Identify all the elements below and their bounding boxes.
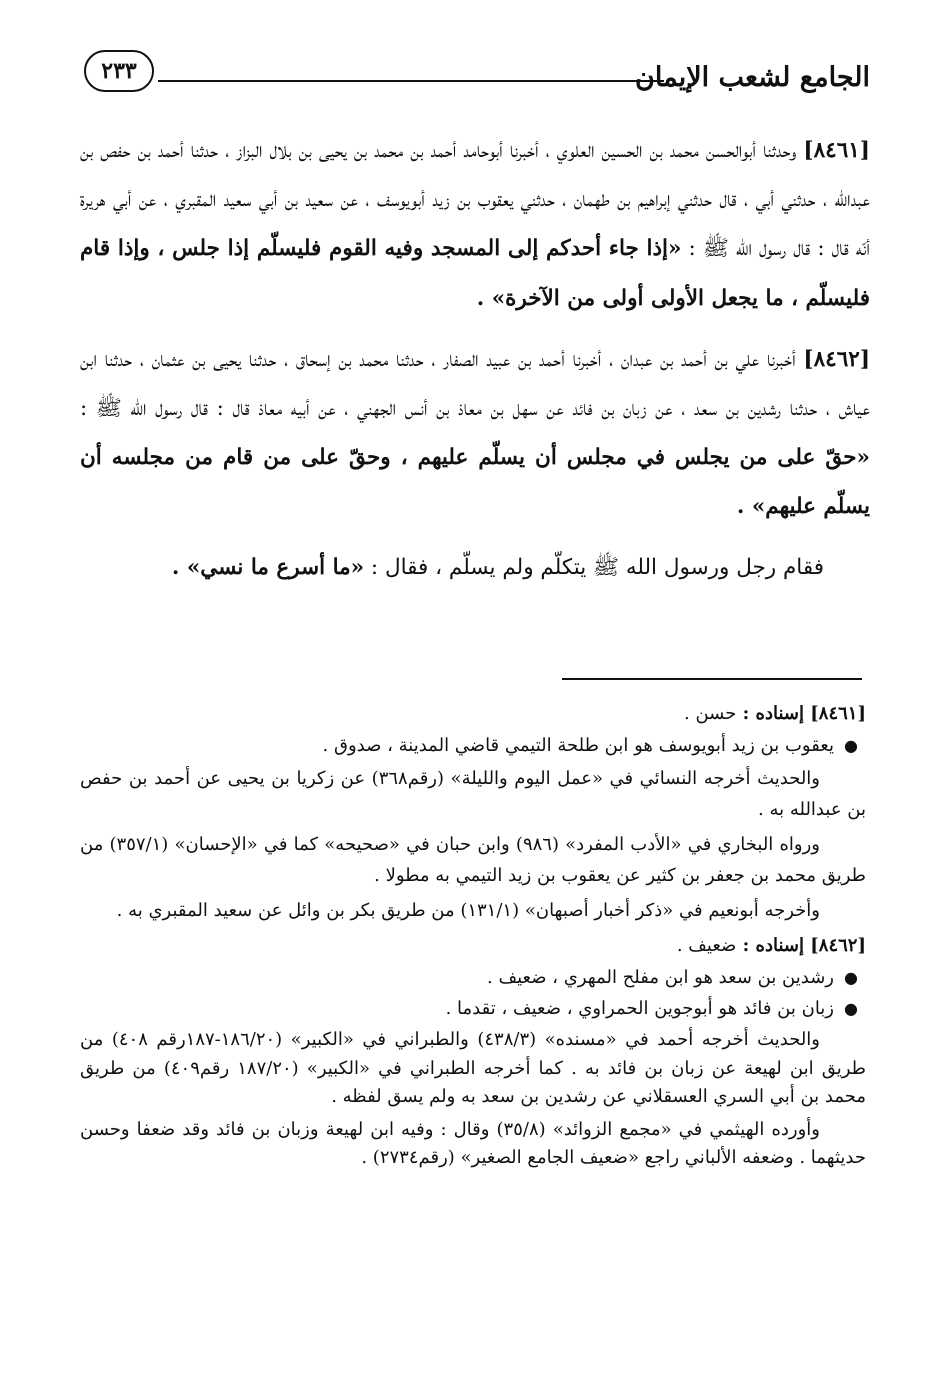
- footnote-label: إسناده :: [742, 703, 804, 724]
- hadith-matn: «إذا جاء أحدكم إلى المسجد وفيه القوم فليسلّم إذا جلس ، وإذا قام فليسلّم ، ما يجعل الأولى أولى من الآخرة» .: [80, 236, 870, 311]
- hadith-number: [٨٤٦٢]: [803, 346, 870, 372]
- footnote-ref: [٨٤٦١]: [810, 703, 866, 724]
- footnote-heading: [80, 930, 866, 962]
- addendum-text: فقام رجل ورسول الله ﷺ يتكلّم ولم يسلّم ، فقال :: [370, 554, 824, 580]
- hadith-isnad: أخبرنا علي بن أحمد بن عبدان ، أخبرنا أحمد بن عبيد الصفار ، حدثنا محمد بن إسحاق ، حدثنا يحيى بن عثمان ، حدثنا ابن عياش ، حدثنا رشدين بن سعد ، عن زبان بن فائد عن سهل بن معاذ بن أنس الجهني ، عن أبيه معاذ قال : قال رسول الله ﷺ :: [80, 346, 870, 422]
- footnote-separator: [562, 678, 862, 680]
- hadith-isnad: وحدثنا أبوالحسن محمد بن الحسين العلوي ، أخبرنا أبوحامد أحمد بن محمد بن يحيى بن بلال البزاز ، حدثنا أحمد بن حفص بن عبدالله ، حدثني أبي ، قال حدثني إبراهيم بن طهمان ، حدثني يعقوب بن زيد أبويوسف ، عن سعيد بن أبي سعيد المقبري ، عن أبي هريرة أنّه قال : قال رسول الله ﷺ :: [80, 138, 870, 262]
- footnote-grade: ضعيف .: [676, 935, 737, 956]
- footnote-paragraph: والحديث أخرجه أحمد في «مسنده» (٤٣٨/٣) والطبراني في «الكبير» (١٨٦/٢٠-١٨٧رقم ٤٠٨) من طريق ابن لهيعة عن زبان بن فائد به . كما أخرجه الطبراني في «الكبير» (١٨٧/٢٠ رقم٤٠٩) من طريق محمد بن أبي السري العسقلاني عن رشدين بن سعد به ولم يسق لفظه .: [80, 1029, 866, 1107]
- bullet-icon: ●: [844, 968, 858, 987]
- footnote-paragraph: وأخرجه أبونعيم في «ذكر أخبار أصبهان» (١٣١/١) من طريق بكر بن وائل عن سعيد المقبري به .: [116, 900, 820, 921]
- footnote-label: إسناده :: [742, 935, 804, 956]
- running-header: [84, 48, 870, 118]
- footnote-bullet: [80, 993, 866, 1024]
- bullet-icon: ●: [844, 999, 858, 1018]
- footnote-heading: [80, 698, 866, 730]
- footnote-ref: [٨٤٦٢]: [810, 935, 866, 956]
- bullet-text: يعقوب بن زيد أبويوسف هو ابن طلحة التيمي قاضي المدينة ، صدوق .: [322, 735, 834, 756]
- footnote-grade: حسن .: [684, 703, 737, 724]
- hadith-matn: «حقّ على من يجلس في مجلس أن يسلّم عليهم ، وحقّ على من قام من مجلسه أن يسلّم عليهم» .: [80, 445, 870, 520]
- footnotes: [80, 698, 866, 1177]
- bullet-text: رشدين بن سعد هو ابن مفلح المهري ، ضعيف .: [487, 967, 834, 988]
- bullet-icon: ●: [844, 736, 858, 755]
- hadith-paragraph: [80, 335, 870, 532]
- addendum-quote: «ما أسرع ما نسي» .: [171, 554, 365, 580]
- footnote-paragraph: ورواه البخاري في «الأدب المفرد» (٩٨٦) وابن حبان في «صحيحه» كما في «الإحسان» (٣٥٧/١) من طريق محمد بن جعفر بن كثير عن يعقوب بن زيد التيمي به مطولا .: [80, 834, 866, 886]
- book-title: الجامع لشعب الإيمان: [635, 62, 870, 93]
- header-rule: [158, 80, 664, 82]
- footnote-bullet: [80, 730, 866, 761]
- hadith-number: [٨٤٦١]: [803, 138, 870, 163]
- footnote-paragraph: والحديث أخرجه النسائي في «عمل اليوم والليلة» (رقم٣٦٨) عن زكريا بن يحيى عن أحمد بن حفص بن عبدالله به .: [80, 768, 866, 820]
- main-text: [80, 126, 870, 592]
- hadith-paragraph: [80, 126, 870, 323]
- footnote-paragraph: وأورده الهيثمي في «مجمع الزوائد» (٣٥/٨) وقال : وفيه ابن لهيعة وزبان بن فائد وقد ضعفا وحسن حديثهما . وضعفه الألباني راجع «ضعيف الجامع الصغير» (رقم٢٧٣٤) .: [80, 1118, 866, 1168]
- bullet-text: زبان بن فائد هو أبوجوين الحمراوي ، ضعيف ، تقدما .: [445, 998, 834, 1019]
- hadith-addendum: [80, 544, 870, 592]
- footnote-bullet: [80, 962, 866, 993]
- page-number-badge: ٢٣٣: [84, 50, 154, 92]
